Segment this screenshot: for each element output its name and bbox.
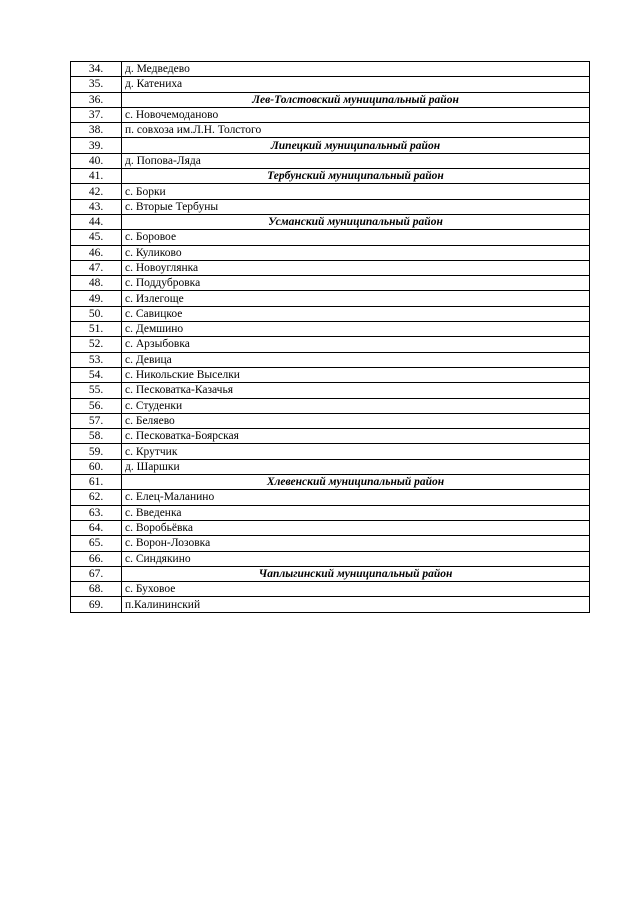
row-number: 54. (71, 367, 122, 382)
row-number: 35. (71, 77, 122, 92)
settlement-name: с. Ворон-Лозовка (122, 536, 590, 551)
settlement-name: с. Новочемоданово (122, 107, 590, 122)
row-number: 52. (71, 337, 122, 352)
row-number: 63. (71, 505, 122, 520)
row-number: 53. (71, 352, 122, 367)
settlement-name: п.Калининский (122, 597, 590, 612)
row-number: 56. (71, 398, 122, 413)
table-row (71, 245, 590, 260)
district-name: Лев-Толстовский муниципальный район (122, 92, 590, 107)
row-number: 61. (71, 475, 122, 490)
row-number: 36. (71, 92, 122, 107)
table-row (71, 429, 590, 444)
settlement-name: с. Буховое (122, 582, 590, 597)
table-row (71, 490, 590, 505)
table-row (71, 62, 590, 77)
district-name: Тербунский муниципальный район (122, 169, 590, 184)
table-row (71, 597, 590, 612)
settlement-name: с. Крутчик (122, 444, 590, 459)
table-row (71, 383, 590, 398)
row-number: 50. (71, 306, 122, 321)
table-row (71, 107, 590, 122)
row-number: 62. (71, 490, 122, 505)
table-row (71, 184, 590, 199)
row-number: 39. (71, 138, 122, 153)
row-number: 34. (71, 62, 122, 77)
settlement-name: с. Демшино (122, 322, 590, 337)
table-row (71, 413, 590, 428)
settlement-name: с. Синдякино (122, 551, 590, 566)
row-number: 57. (71, 413, 122, 428)
settlement-name: с. Девица (122, 352, 590, 367)
table-row (71, 230, 590, 245)
row-number: 60. (71, 459, 122, 474)
row-number: 37. (71, 107, 122, 122)
district-name: Хлевенский муниципальный район (122, 475, 590, 490)
row-number: 51. (71, 322, 122, 337)
table-row (71, 459, 590, 474)
row-number: 66. (71, 551, 122, 566)
table-row (71, 582, 590, 597)
settlements-table (70, 61, 590, 613)
table-row (71, 398, 590, 413)
row-number: 43. (71, 199, 122, 214)
table-row (71, 551, 590, 566)
table-row (71, 291, 590, 306)
row-number: 47. (71, 260, 122, 275)
table-row (71, 367, 590, 382)
table-row (71, 520, 590, 535)
row-number: 45. (71, 230, 122, 245)
settlement-name: с. Борки (122, 184, 590, 199)
settlement-name: с. Новоуглянка (122, 260, 590, 275)
settlement-name: п. совхоза им.Л.Н. Толстого (122, 123, 590, 138)
table-row (71, 306, 590, 321)
row-number: 67. (71, 566, 122, 581)
settlement-name: д. Катениха (122, 77, 590, 92)
table-row (71, 199, 590, 214)
row-number: 59. (71, 444, 122, 459)
row-number: 44. (71, 214, 122, 229)
table-row (71, 123, 590, 138)
table-row (71, 260, 590, 275)
settlement-name: д. Шаршки (122, 459, 590, 474)
table-row (71, 77, 590, 92)
row-number: 48. (71, 276, 122, 291)
district-name: Чаплыгинский муниципальный район (122, 566, 590, 581)
table-row (71, 505, 590, 520)
district-header-row (71, 566, 590, 581)
settlement-name: с. Савицкое (122, 306, 590, 321)
row-number: 64. (71, 520, 122, 535)
settlement-name: с. Вторые Тербуны (122, 199, 590, 214)
row-number: 41. (71, 169, 122, 184)
district-header-row (71, 475, 590, 490)
table-row (71, 153, 590, 168)
row-number: 69. (71, 597, 122, 612)
district-header-row (71, 92, 590, 107)
settlement-name: с. Елец-Маланино (122, 490, 590, 505)
table-row (71, 444, 590, 459)
row-number: 49. (71, 291, 122, 306)
settlements-table-body (71, 62, 590, 613)
row-number: 58. (71, 429, 122, 444)
settlement-name: с. Песковатка-Казачья (122, 383, 590, 398)
row-number: 38. (71, 123, 122, 138)
settlement-name: с. Беляево (122, 413, 590, 428)
settlement-name: с. Никольские Выселки (122, 367, 590, 382)
row-number: 40. (71, 153, 122, 168)
settlement-name: д. Медведево (122, 62, 590, 77)
settlement-name: д. Попова-Ляда (122, 153, 590, 168)
settlement-name: с. Воробьёвка (122, 520, 590, 535)
table-row (71, 276, 590, 291)
district-header-row (71, 138, 590, 153)
district-name: Липецкий муниципальный район (122, 138, 590, 153)
district-header-row (71, 214, 590, 229)
row-number: 65. (71, 536, 122, 551)
settlement-name: с. Куликово (122, 245, 590, 260)
settlement-name: с. Арзыбовка (122, 337, 590, 352)
settlement-name: с. Введенка (122, 505, 590, 520)
row-number: 46. (71, 245, 122, 260)
table-row (71, 536, 590, 551)
table-row (71, 337, 590, 352)
row-number: 42. (71, 184, 122, 199)
district-name: Усманский муниципальный район (122, 214, 590, 229)
row-number: 68. (71, 582, 122, 597)
district-header-row (71, 169, 590, 184)
settlement-name: с. Песковатка-Боярская (122, 429, 590, 444)
row-number: 55. (71, 383, 122, 398)
table-row (71, 322, 590, 337)
table-row (71, 352, 590, 367)
settlement-name: с. Излегоще (122, 291, 590, 306)
settlement-name: с. Боровое (122, 230, 590, 245)
settlement-name: с. Студенки (122, 398, 590, 413)
settlement-name: с. Поддубровка (122, 276, 590, 291)
